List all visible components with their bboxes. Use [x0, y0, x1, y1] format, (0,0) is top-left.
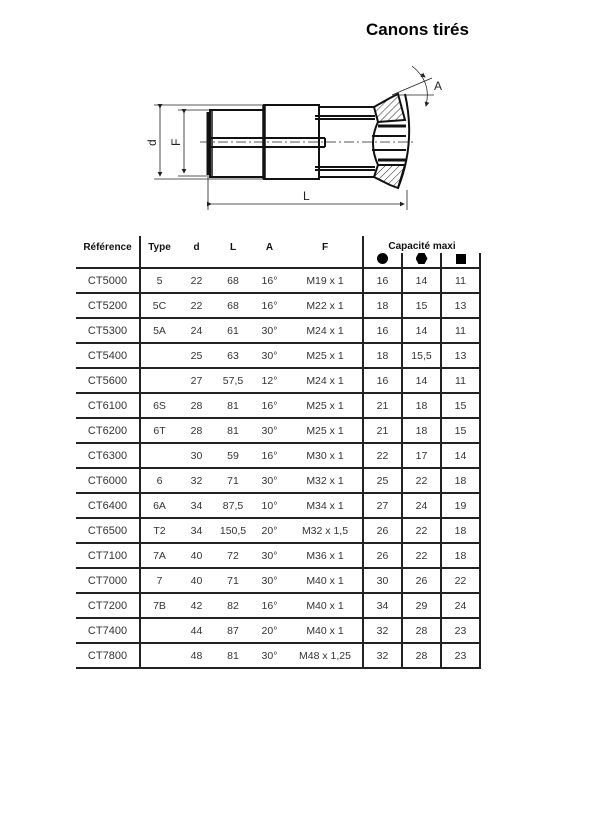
cell-type: [140, 343, 178, 368]
cell-L: 81: [215, 418, 251, 443]
cell-capacity-square: 22: [441, 568, 480, 593]
cell-F: M24 x 1: [288, 318, 363, 343]
cell-L: 71: [215, 568, 251, 593]
cell-type: 5C: [140, 293, 178, 318]
cell-L: 68: [215, 293, 251, 318]
cell-A: 12°: [251, 368, 288, 393]
cell-F: M30 x 1: [288, 443, 363, 468]
cell-L: 59: [215, 443, 251, 468]
cell-capacity-round: 27: [363, 493, 402, 518]
cell-A: 16°: [251, 268, 288, 293]
cell-d: 34: [178, 518, 215, 543]
page-title: Canons tirés: [366, 20, 469, 39]
cell-d: 42: [178, 593, 215, 618]
cell-type: 7B: [140, 593, 178, 618]
cell-capacity-round: 26: [363, 543, 402, 568]
table-row: [76, 368, 480, 393]
cell-type: [140, 368, 178, 393]
cell-F: M22 x 1: [288, 293, 363, 318]
cell-L: 68: [215, 268, 251, 293]
cell-capacity-round: 18: [363, 293, 402, 318]
cell-capacity-round: 21: [363, 418, 402, 443]
cell-d: 40: [178, 568, 215, 593]
label-A: A: [434, 79, 443, 93]
cell-capacity-hex: 14: [402, 368, 441, 393]
cell-d: 24: [178, 318, 215, 343]
cell-reference: CT7200: [76, 593, 140, 618]
cell-F: M48 x 1,25: [288, 643, 363, 668]
cell-capacity-hex: 15: [402, 293, 441, 318]
cell-type: 6S: [140, 393, 178, 418]
table-row: [76, 568, 480, 593]
cell-capacity-round: 26: [363, 518, 402, 543]
cell-capacity-square: 23: [441, 643, 480, 668]
cell-capacity-square: 13: [441, 293, 480, 318]
cell-F: M40 x 1: [288, 618, 363, 643]
table-row: [76, 268, 480, 293]
header-F: F: [321, 242, 329, 253]
cell-L: 61: [215, 318, 251, 343]
cell-reference: CT7100: [76, 543, 140, 568]
cell-A: 30°: [251, 568, 288, 593]
table-row: [76, 593, 480, 618]
table-row: [76, 343, 480, 368]
cell-capacity-square: 24: [441, 593, 480, 618]
cell-capacity-round: 32: [363, 643, 402, 668]
cell-A: 16°: [251, 443, 288, 468]
header-reference: Référence: [83, 242, 132, 253]
cell-capacity-square: 15: [441, 418, 480, 443]
cell-reference: CT6000: [76, 468, 140, 493]
cell-capacity-round: 16: [363, 318, 402, 343]
cell-L: 71: [215, 468, 251, 493]
table-row: [76, 293, 480, 318]
cell-capacity-square: 11: [441, 368, 480, 393]
cell-F: M19 x 1: [288, 268, 363, 293]
cell-d: 25: [178, 343, 215, 368]
cell-capacity-square: 18: [441, 468, 480, 493]
cell-capacity-hex: 18: [402, 418, 441, 443]
table-body: [76, 268, 480, 668]
collet-technical-drawing: [140, 50, 460, 220]
table-row: [76, 443, 480, 468]
cell-L: 87,5: [215, 493, 251, 518]
cell-reference: CT6400: [76, 493, 140, 518]
cell-type: 7: [140, 568, 178, 593]
cell-F: M40 x 1: [288, 593, 363, 618]
cell-d: 27: [178, 368, 215, 393]
cell-reference: CT7000: [76, 568, 140, 593]
cell-L: 57,5: [215, 368, 251, 393]
cell-capacity-hex: 14: [402, 268, 441, 293]
cell-d: 28: [178, 418, 215, 443]
table-row: [76, 518, 480, 543]
cell-reference: CT5300: [76, 318, 140, 343]
cell-capacity-square: 13: [441, 343, 480, 368]
cell-reference: CT5400: [76, 343, 140, 368]
cell-d: 22: [178, 293, 215, 318]
cell-reference: CT5600: [76, 368, 140, 393]
cell-capacity-hex: 18: [402, 393, 441, 418]
square-icon: [456, 254, 466, 264]
cell-d: 28: [178, 393, 215, 418]
cell-L: 87: [215, 618, 251, 643]
cell-capacity-round: 21: [363, 393, 402, 418]
cell-A: 10°: [251, 493, 288, 518]
cell-capacity-round: 30: [363, 568, 402, 593]
cell-capacity-round: 25: [363, 468, 402, 493]
cell-F: M36 x 1: [288, 543, 363, 568]
cell-capacity-square: 19: [441, 493, 480, 518]
cell-capacity-square: 18: [441, 518, 480, 543]
cell-capacity-round: 32: [363, 618, 402, 643]
cell-type: T2: [140, 518, 178, 543]
header-capacity: Capacité maxi: [363, 236, 480, 253]
cell-F: M25 x 1: [288, 393, 363, 418]
header-L: L: [229, 242, 237, 253]
cell-capacity-square: 11: [441, 318, 480, 343]
cell-capacity-hex: 15,5: [402, 343, 441, 368]
cell-reference: CT5000: [76, 268, 140, 293]
header-type: Type: [140, 236, 178, 268]
cell-A: 16°: [251, 593, 288, 618]
table-row: [76, 493, 480, 518]
label-d: d: [145, 139, 159, 146]
cell-d: 40: [178, 543, 215, 568]
cell-L: 82: [215, 593, 251, 618]
cell-F: M32 x 1,5: [288, 518, 363, 543]
cell-A: 30°: [251, 643, 288, 668]
hexagon-icon: [416, 253, 428, 264]
cell-reference: CT7400: [76, 618, 140, 643]
table-row: [76, 393, 480, 418]
cell-type: 5: [140, 268, 178, 293]
cell-reference: CT7800: [76, 643, 140, 668]
cell-L: 150,5: [215, 518, 251, 543]
cell-A: 30°: [251, 318, 288, 343]
cell-capacity-hex: 22: [402, 543, 441, 568]
cell-L: 81: [215, 393, 251, 418]
cell-A: 20°: [251, 618, 288, 643]
cell-L: 81: [215, 643, 251, 668]
cell-F: M25 x 1: [288, 343, 363, 368]
cell-capacity-square: 23: [441, 618, 480, 643]
cell-type: 6A: [140, 493, 178, 518]
cell-reference: CT6200: [76, 418, 140, 443]
cell-capacity-round: 34: [363, 593, 402, 618]
cell-type: [140, 443, 178, 468]
cell-capacity-square: 18: [441, 543, 480, 568]
table-row: [76, 318, 480, 343]
cell-capacity-round: 22: [363, 443, 402, 468]
label-F: F: [169, 138, 183, 146]
cell-capacity-hex: 17: [402, 443, 441, 468]
cell-d: 44: [178, 618, 215, 643]
cell-L: 63: [215, 343, 251, 368]
cell-capacity-round: 18: [363, 343, 402, 368]
collet-head: [372, 94, 409, 188]
collet-spec-table: [76, 236, 481, 669]
cell-reference: CT6300: [76, 443, 140, 468]
header-round-cell: [363, 253, 402, 268]
cell-d: 34: [178, 493, 215, 518]
header-A: A: [265, 242, 274, 253]
header-d: d: [193, 242, 200, 253]
header-square-cell: [441, 253, 480, 268]
cell-capacity-hex: 26: [402, 568, 441, 593]
cell-reference: CT5200: [76, 293, 140, 318]
cell-d: 30: [178, 443, 215, 468]
cell-capacity-hex: 24: [402, 493, 441, 518]
cell-capacity-square: 11: [441, 268, 480, 293]
table-row: [76, 643, 480, 668]
cell-reference: CT6100: [76, 393, 140, 418]
cell-capacity-round: 16: [363, 368, 402, 393]
cell-capacity-hex: 22: [402, 518, 441, 543]
cell-F: M40 x 1: [288, 568, 363, 593]
cell-capacity-hex: 22: [402, 468, 441, 493]
label-L: L: [303, 189, 310, 203]
cell-type: 7A: [140, 543, 178, 568]
cell-d: 48: [178, 643, 215, 668]
cell-d: 32: [178, 468, 215, 493]
cell-capacity-round: 16: [363, 268, 402, 293]
cell-capacity-hex: 14: [402, 318, 441, 343]
cell-F: M25 x 1: [288, 418, 363, 443]
cell-capacity-square: 15: [441, 393, 480, 418]
cell-capacity-hex: 28: [402, 618, 441, 643]
table-header-row: [76, 236, 480, 253]
cell-capacity-hex: 28: [402, 643, 441, 668]
cell-capacity-hex: 29: [402, 593, 441, 618]
cell-type: 5A: [140, 318, 178, 343]
cell-A: 16°: [251, 293, 288, 318]
table-row: [76, 618, 480, 643]
cell-type: [140, 618, 178, 643]
cell-F: M24 x 1: [288, 368, 363, 393]
cell-L: 72: [215, 543, 251, 568]
cell-reference: CT6500: [76, 518, 140, 543]
cell-A: 30°: [251, 343, 288, 368]
table-row: [76, 468, 480, 493]
cell-type: 6T: [140, 418, 178, 443]
cell-type: [140, 643, 178, 668]
round-icon: [377, 253, 388, 264]
cell-A: 30°: [251, 418, 288, 443]
cell-type: 6: [140, 468, 178, 493]
cell-A: 20°: [251, 518, 288, 543]
cell-capacity-square: 14: [441, 443, 480, 468]
cell-A: 30°: [251, 543, 288, 568]
header-hex-cell: [402, 253, 441, 268]
table-row: [76, 418, 480, 443]
cell-A: 16°: [251, 393, 288, 418]
cell-F: M34 x 1: [288, 493, 363, 518]
cell-F: M32 x 1: [288, 468, 363, 493]
cell-d: 22: [178, 268, 215, 293]
cell-A: 30°: [251, 468, 288, 493]
table-row: [76, 543, 480, 568]
